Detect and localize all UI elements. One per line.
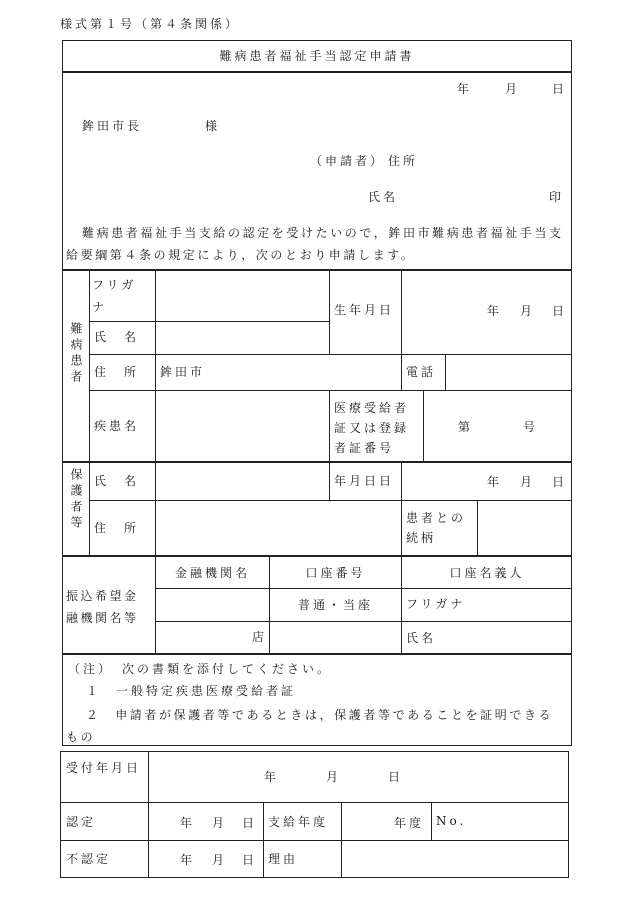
guardian-address-field[interactable] [156,501,400,555]
applicant-name-label: 氏名 [368,190,399,204]
patient-birth-label: 生年月日 [334,303,395,317]
bank-furigana-label: フリガナ [406,597,466,611]
approved-month: 月 [212,816,225,830]
honorific: 様 [205,119,218,133]
received-month: 月 [326,770,339,784]
approved-year: 年 [180,816,193,830]
guardian-relation-label: 患者との続柄 [406,511,467,545]
patient-section-label: 難病患者 [69,322,83,386]
patient-name-label: 氏 名 [94,330,140,344]
form-reference: 様式第１号（第４条関係） [60,17,241,31]
bank-account-number-field[interactable] [270,622,401,653]
guardian-address-label: 住 所 [94,521,140,535]
patient-furigana-label: フリガナ [92,278,137,314]
received-day: 日 [388,770,401,784]
guardian-section-label: 保護者等 [69,468,83,532]
rejected-year: 年 [180,853,193,867]
notes-item-1: １ 一般特定疾患医療受給者証 [86,684,297,698]
rejection-reason-label: 理由 [268,852,299,866]
patient-birth-year: 年 [487,304,500,318]
record-number-label: No. [436,814,467,828]
guardian-birth-year: 年 [487,475,500,489]
bank-institution-header: 金融機関名 [174,565,250,580]
received-year: 年 [264,770,277,784]
rejected-label: 不認定 [66,852,112,866]
payment-year-label: 支給年度 [268,815,329,829]
notes-item-2: ２ 申請者が保護者等であるときは，保護者等であることを証明できるもの [66,708,554,744]
bank-account-number-header: 口座番号 [305,565,366,580]
patient-disease-label: 疾患名 [94,419,140,433]
bank-section-label: 振込希望金融機関名等 [66,589,139,625]
patient-address-label: 住 所 [94,365,140,379]
guardian-name-field[interactable] [156,463,328,499]
guardian-relation-field[interactable] [478,501,571,555]
patient-cert-dai: 第 [458,420,471,434]
application-statement: 難病患者福祉手当支給の認定を受けたいので，鉾田市難病患者福祉手当支給要綱第４条の規定により，次のとおり申請します。 [66,226,564,262]
addressee: 鉾田市長 [82,119,143,133]
bank-branch-suffix: 店 [252,630,265,644]
bank-account-holder-header: 口座名義人 [449,565,525,580]
patient-birth-field[interactable] [402,271,571,353]
approved-day: 日 [242,816,255,830]
patient-phone-field[interactable] [446,355,571,389]
applicant-label: （申請者） [310,154,386,168]
bank-holder-name-label: 氏名 [406,631,437,645]
date-day: 日 [552,82,565,96]
patient-cert-go: 号 [523,420,536,434]
rejected-day: 日 [242,853,255,867]
guardian-birth-month: 月 [520,475,533,489]
applicant-address-label: 住所 [388,154,419,168]
patient-birth-month: 月 [520,304,533,318]
form-title: 難病患者福祉手当認定申請書 [219,49,415,63]
patient-birth-day: 日 [552,304,565,318]
guardian-birth-label: 年月日日 [334,474,395,488]
bank-institution-field[interactable] [156,589,269,621]
patient-furigana-field[interactable] [156,271,328,320]
patient-address-value[interactable]: 鉾田市 [160,365,206,379]
bank-account-type[interactable]: 普通・当座 [297,598,373,612]
patient-disease-field[interactable] [156,391,328,461]
approved-label: 認定 [66,815,97,829]
fiscal-year-suffix: 年度 [394,816,425,830]
patient-name-field[interactable] [156,322,328,353]
patient-phone-label: 電話 [406,365,437,379]
seal-mark: 印 [549,190,562,204]
date-year: 年 [457,82,470,96]
notes-heading: （注） 次の書類を添付してください。 [68,662,333,676]
rejected-month: 月 [212,853,225,867]
received-date-label: 受付年月日 [66,761,142,775]
date-month: 月 [505,82,518,96]
guardian-birth-day: 日 [552,475,565,489]
patient-cert-label: 医療受給者証又は登録者証番号 [334,401,410,455]
guardian-name-label: 氏 名 [94,474,140,488]
